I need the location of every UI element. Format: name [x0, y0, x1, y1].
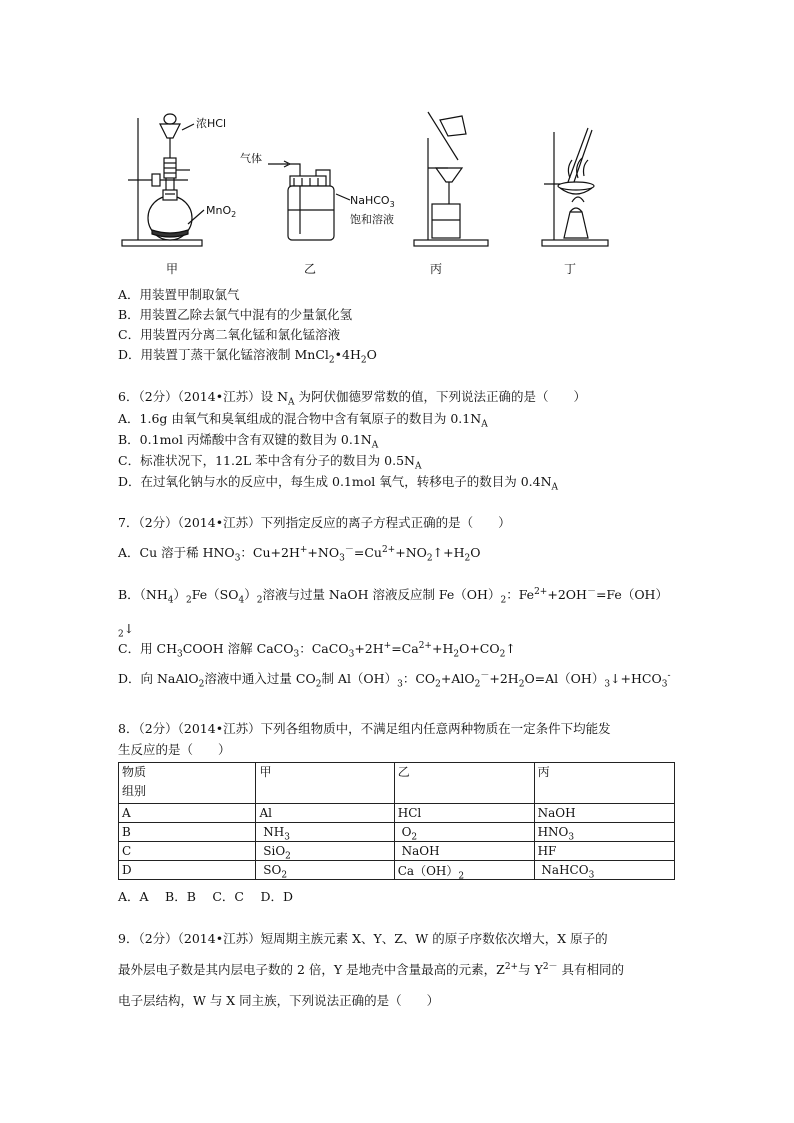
q8-stem-line1: 8．（2分）（2014•江苏）下列各组物质中，不满足组内任意两种物质在一定条件下均能发 [118, 721, 611, 736]
q7-option-d: D．向 NaAlO$_2$溶液中通入过量 $CO_2$制 $Al(OH)_3$：$CO_2+AlO_2^-+2H_2O=Al(OH)_3↓+HCO_3^-$ [118, 670, 671, 690]
apparatus-yi [268, 161, 350, 240]
label-nahco3: NaHCO$_3$ [350, 194, 395, 209]
bing-cell: HF [534, 842, 674, 861]
group-cell: D [119, 861, 256, 880]
q7-option-b: B．$(NH_4)_2Fe(SO_4)_2$溶液与过量 NaOH 溶液反应制 $Fe(OH)_2$：$Fe^{2+}+2OH^-=Fe(OH)$ [118, 586, 668, 606]
group-cell: C [119, 842, 256, 861]
apparatus-figures [118, 108, 678, 288]
label-mno2: MnO$_2$ [206, 204, 237, 219]
q6-option-d: D．在过氧化钠与水的反应中，每生成 0.1mol 氧气，转移电子的数目为 $0.4N_A$ [118, 474, 559, 493]
q7-option-a: A．Cu 溶于稀 $HNO_3$：$Cu+2H^++NO_3^-=Cu^{2+}+NO_2↑+H_2O$ [118, 544, 481, 564]
q9-line3: 电子层结构，W 与 X 同主族，下列说法正确的是（ ） [118, 993, 440, 1008]
header-yi: 乙 [394, 763, 534, 804]
q6-stem: 6．（2分）（2014•江苏）设 $N_A$ 为阿伏伽德罗常数的值，下列说法正确的是（ ） [118, 389, 586, 408]
apparatus-drawings [118, 108, 678, 288]
jia-cell: Al [256, 804, 394, 823]
yi-cell: $O_2$ [394, 823, 534, 842]
apparatus-bing [414, 112, 488, 246]
bing-cell: NaOH [534, 804, 674, 823]
jia-cell: SiO$_2$ [256, 842, 394, 861]
table-row [119, 823, 675, 842]
q7-option-b-continued: $_2$↓ [118, 621, 135, 640]
q9-line2: 最外层电子数是其内层电子数的 2 倍，Y 是地壳中含量最高的元素，$Z^{2+}$与 $Y^{2-}$ 具有相同的 [118, 961, 625, 977]
q6-option-c: C．标准状况下，11.2L 苯中含有分子的数目为 $0.5N_A$ [118, 453, 422, 472]
caption-yi: 乙 [304, 262, 317, 276]
q6-option-a: A．1.6g 由氧气和臭氧组成的混合物中含有氧原子的数目为 $0.1N_A$ [118, 411, 488, 430]
yi-cell: $Ca(OH)_2$ [394, 861, 534, 880]
header-corner-cell: 物质 组别 [119, 763, 256, 804]
caption-ding: 丁 [564, 262, 577, 276]
yi-cell: HCl [394, 804, 534, 823]
header-jia: 甲 [256, 763, 394, 804]
caption-jia: 甲 [166, 262, 179, 276]
bing-cell: NaHCO$_3$ [534, 861, 674, 880]
q5-option-b: B．用装置乙除去氯气中混有的少量氯化氢 [118, 307, 353, 322]
apparatus-jia [122, 114, 204, 246]
table-row [119, 804, 675, 823]
q8-options: A．A B．B C．C D．D [118, 889, 294, 904]
bing-cell: $HNO_3$ [534, 823, 674, 842]
group-cell: B [119, 823, 256, 842]
q8-stem-line2: 生反应的是（ ） [118, 742, 231, 757]
label-gas: 气体 [240, 152, 262, 165]
label-conc-hcl: 浓HCl [196, 117, 227, 130]
q9-line1: 9．（2分）（2014•江苏）短周期主族元素 X、Y、Z、W 的原子序数依次增大，X 原子的 [118, 931, 608, 946]
table-header-row [119, 763, 675, 804]
caption-bing: 丙 [430, 262, 443, 276]
jia-cell: $SO_2$ [256, 861, 394, 880]
q8-table [118, 762, 675, 880]
q6-option-b: B．0.1mol 丙烯酸中含有双键的数目为 $0.1N_A$ [118, 432, 379, 451]
jia-cell: $NH_3$ [256, 823, 394, 842]
q5-option-d: D．用装置丁蒸干氯化锰溶液制 $MnCl_2•4H_2O$ [118, 347, 377, 366]
label-saturated-solution: 饱和溶液 [350, 213, 394, 226]
q7-option-c: C．用 $CH_3COOH$ 溶解 CaCO$_3$：$CaCO_3+2H^+=Ca^{2+}+H_2O+CO_2↑$ [118, 640, 516, 660]
q5-option-a: A．用装置甲制取氯气 [118, 287, 240, 302]
q5-option-c: C．用装置丙分离二氧化锰和氯化锰溶液 [118, 327, 341, 342]
q7-stem: 7．（2分）（2014•江苏）下列指定反应的离子方程式正确的是（ ） [118, 515, 511, 530]
apparatus-ding [542, 128, 608, 246]
table-row [119, 842, 675, 861]
header-bing: 丙 [534, 763, 674, 804]
group-cell: A [119, 804, 256, 823]
table-row [119, 861, 675, 880]
yi-cell: NaOH [394, 842, 534, 861]
